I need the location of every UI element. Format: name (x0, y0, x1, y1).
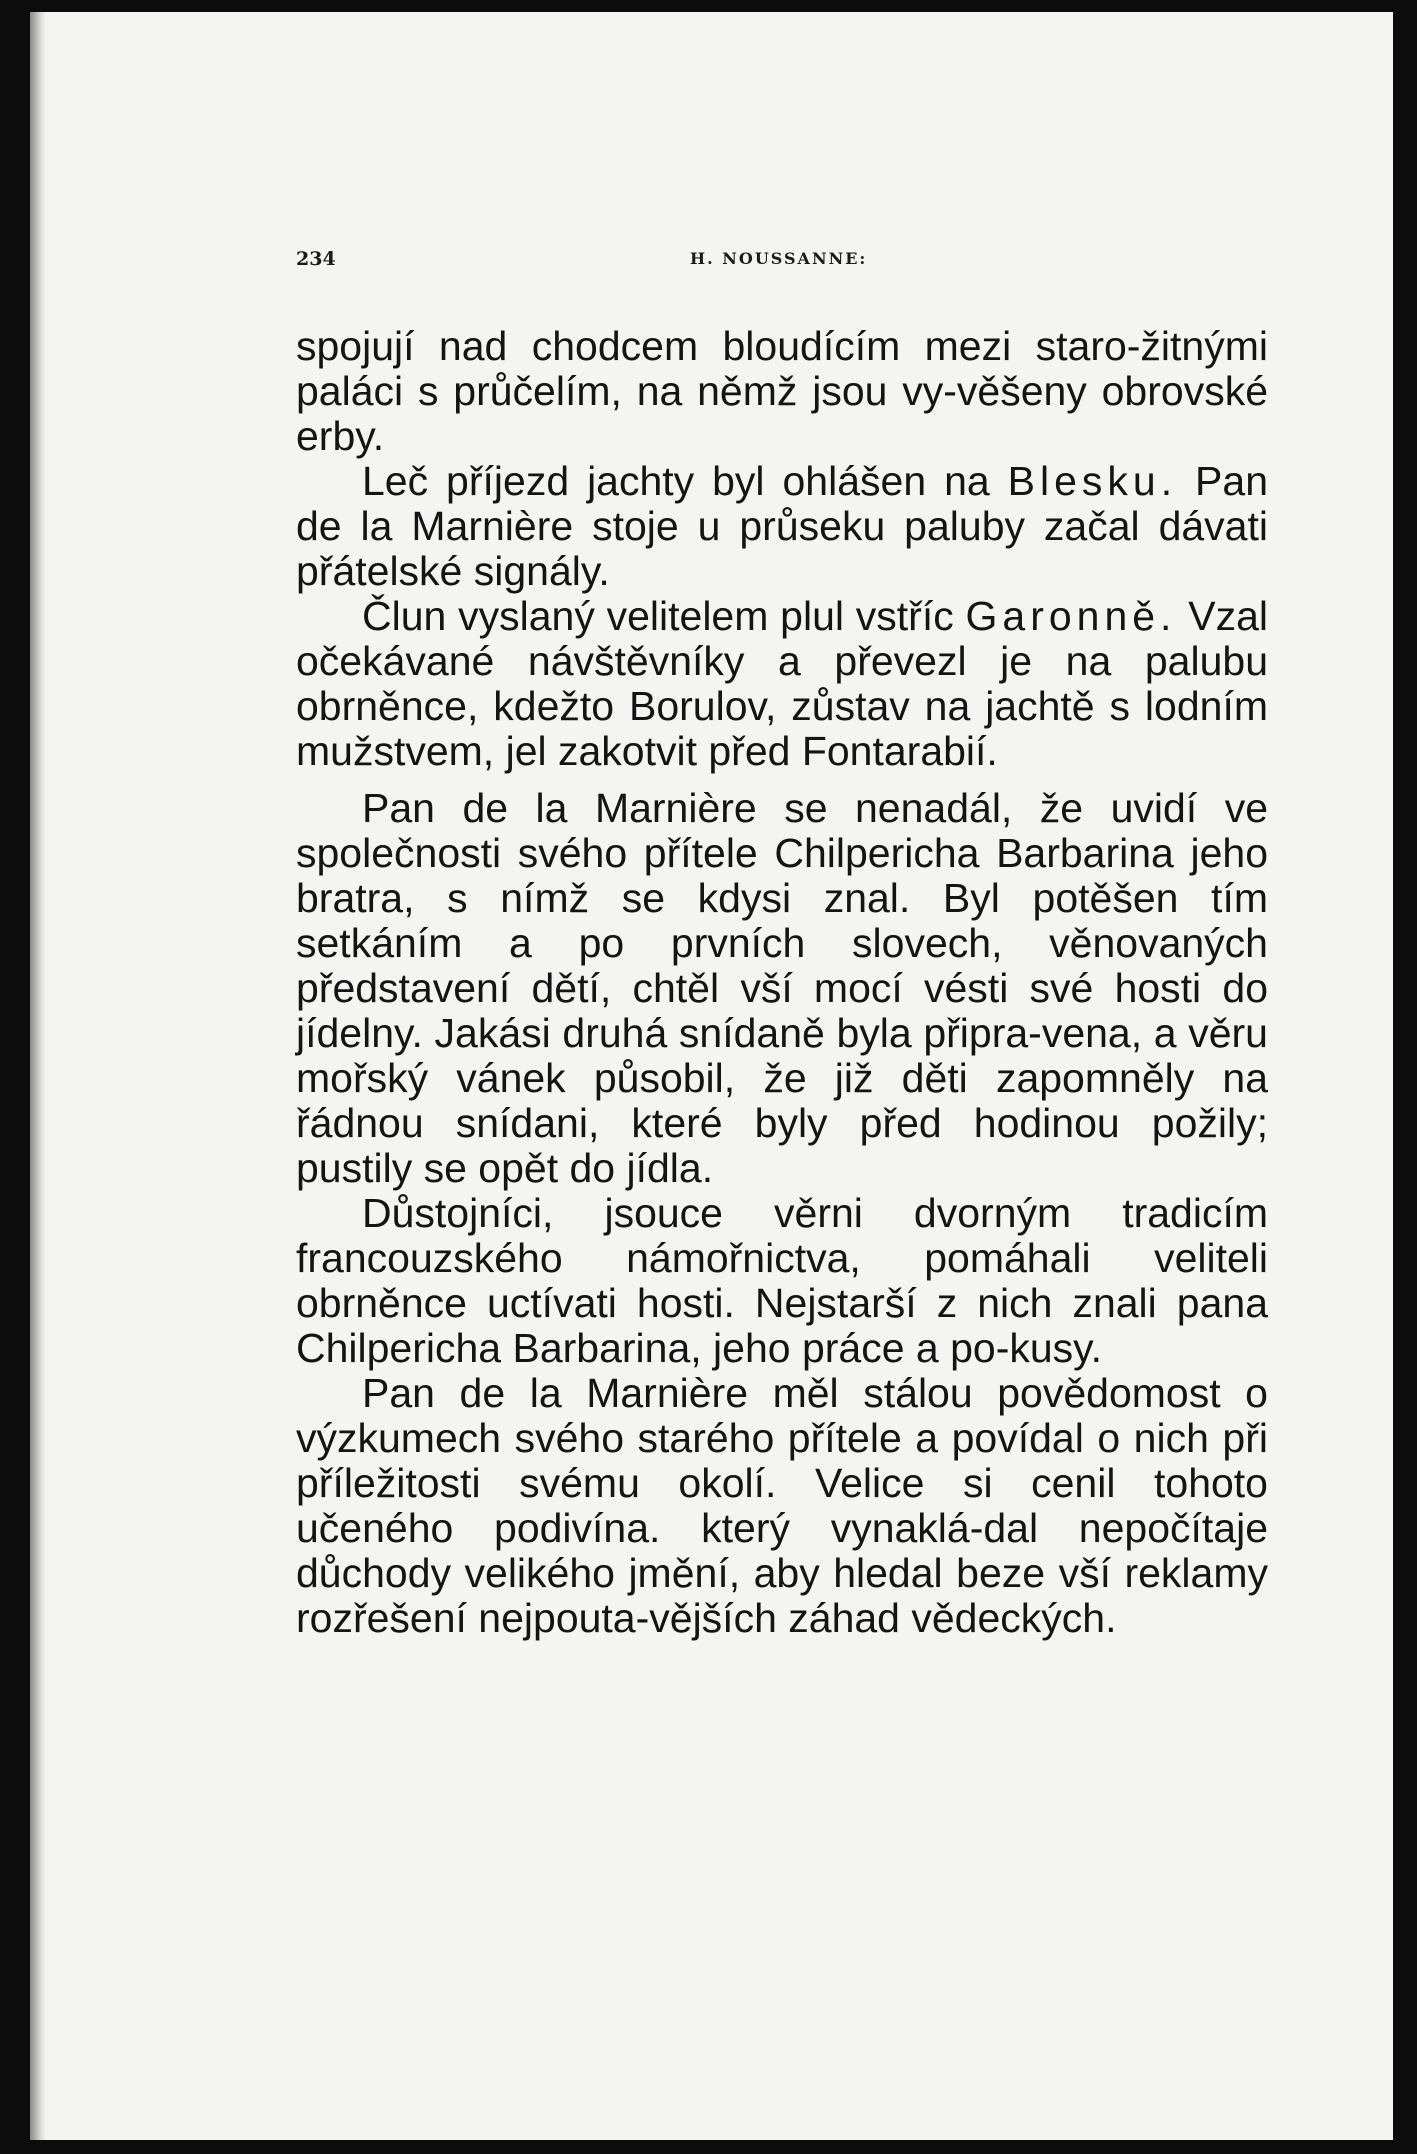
paragraph-3-text: Člun vyslaný velitelem plul vstříc (362, 593, 966, 639)
running-head (296, 248, 1196, 280)
body-text (296, 324, 1268, 1641)
header-title: H. NOUSSANNE: (690, 249, 868, 268)
book-page (30, 12, 1393, 2140)
paragraph-3-text-end: Vzal očekávané návštěvníky a převezl je na palubu obrněnce, kdežto Borulov, zůstav na jachtě s lodním mužstvem, jel zakotvit před Fontarabií. (296, 593, 1268, 774)
page-number: 234 (296, 248, 336, 270)
paragraph-1: spojují nad chodcem bloudícím mezi staro-žitnými paláci s průčelím, na němž jsou vy-věšeny obrovské erby. (296, 323, 1268, 459)
ship-name-blesk: Blesku. (1007, 458, 1178, 504)
paragraph-5: Důstojníci, jsouce věrni dvorným tradicím francouzského námořnictva, pomáhali veliteli obrněnce uctívati hosti. Nejstarší z nich znali pana Chilpericha Barbarina, jeho práce a po-kusy. (296, 1190, 1268, 1371)
paragraph-4: Pan de la Marnière se nenadál, že uvidí ve společnosti svého přítele Chilpericha Barbarina jeho bratra, s nímž se kdysi znal. Byl potěšen tím setkáním a po prvních slovech, věnovaných představení dětí, chtěl vší mocí vésti své hosti do jídelny. Jakási druhá snídaně byla připra-vena, a věru mořský vánek působil, že již děti zapomněly na řádnou snídani, které byly před hodinou požily; pustily se opět do jídla. (296, 785, 1268, 1191)
paragraph-2 (296, 459, 1268, 594)
paragraph-2-text: Leč příjezd jachty byl ohlášen na (362, 458, 1008, 504)
paragraph-6: Pan de la Marnière měl stálou povědomost o výzkumech svého starého přítele a povídal o nich při příležitosti svému okolí. Velice si cenil tohoto učeného podivína. který vynaklá-dal nepočítaje důchody velikého jmění, aby hledal beze vší reklamy rozřešení nejpouta-vějších záhad vědeckých. (296, 1370, 1268, 1641)
ship-name-garonne: Garonně. (965, 593, 1177, 639)
paragraph-3 (296, 594, 1268, 774)
paragraph-2-text-end: Pan de la Marnière stoje u průseku paluby začal dávati přátelské signály. (296, 458, 1268, 594)
